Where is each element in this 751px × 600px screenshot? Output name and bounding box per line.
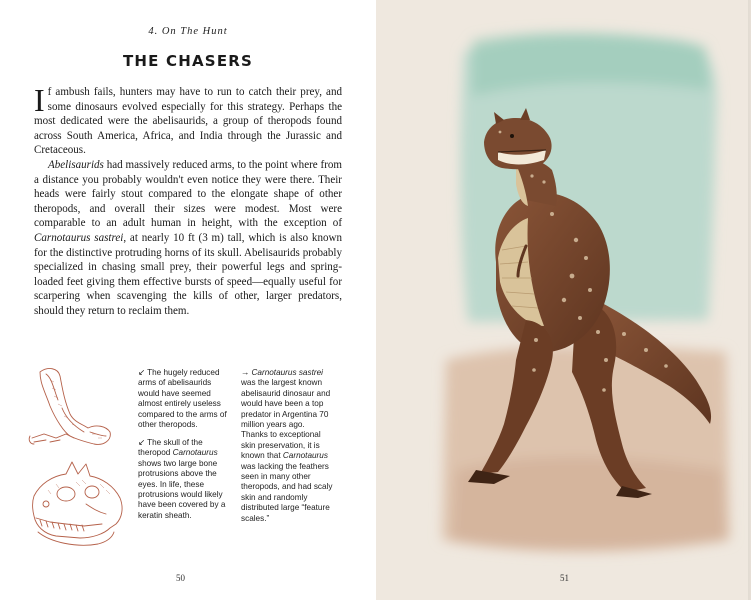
body-text [34,82,342,319]
paragraph-2-text-b: , at nearly 10 ft (3 m) tall, which is also known for the distinctive protruding horns of its skull. Abelisaurids probably specialized in chasing small prey, their powerful legs and spring-loaded feet giving them effective bursts of speed—equally useful for scarpering when scavenging the kills of other, larger predators, should they return to reclaim them. [34,231,342,317]
right-page [376,0,751,600]
paragraph-1-text: f ambush fails, hunters may have to run to catch their prey, and some dinosaurs evolved especially for this strategy. Perhaps the most dedicated were the abelisaurids, a group of theropods found across South America, Africa, and India through the Jurassic and Cretaceous. [34,86,342,157]
paragraph-2-text-a: had massively reduced arms, to the point where from a distance you probably wouldn't even notice they were there. Their heads were fairly stout compared to the elongate shape of other theropods, and overall their sizes were modest. Most were comparable to an adult human in height, with the exception of [34,158,342,230]
chapter-heading: 4. On The Hunt [148,26,228,37]
caption-carnotaurus [241,367,333,524]
carnotaurus-illustration [376,0,751,600]
page-number-left: 50 [176,573,185,583]
caption-arms-text: The hugely reduced arms of abelisaurids would have seemed almost entirely useless compared to the arms of other theropods. [138,368,227,430]
arm-bone-sketch [26,364,130,450]
paragraph-2-lead: Abelisaurids [48,158,104,171]
caption-skull-text-a: The skull of the theropod [138,438,203,458]
arrow-down-left-icon: ↙ [138,367,146,377]
paragraph-1 [34,82,342,158]
caption-skull-italic: Carnotaurus [172,448,218,458]
paragraph-2 [34,158,342,319]
drop-cap: I [34,82,45,118]
caption-carno-text-a: was the largest known abelisaurid dinosaur and would have been a top predator in Argentina 70 million years ago. Thanks to exceptional skin preservation, it is known that [241,378,331,461]
paragraph-2-species: Carnotaurus sastrei [34,231,124,244]
skull-sketch [26,456,130,552]
arrow-right-icon: → [241,367,250,377]
caption-skull-text-b: shows two large bone protrusions above the eyes. In life, these protrusions would likely have been covered by a keratin sheath. [138,458,226,520]
caption-arms [138,367,230,430]
caption-carno-text-b: was lacking the feathers seen in many other theropods, and had scaly skin and randomly distributed large “feature scales.” [241,461,333,523]
page-title: THE CHASERS [122,52,254,70]
caption-carno-italic-a: Carnotaurus sastrei [251,368,323,377]
page-number-right: 51 [560,573,569,583]
caption-skull [138,437,230,521]
caption-carno-italic-b: Carnotaurus [282,451,328,461]
arrow-down-left-icon: ↙ [138,437,146,447]
